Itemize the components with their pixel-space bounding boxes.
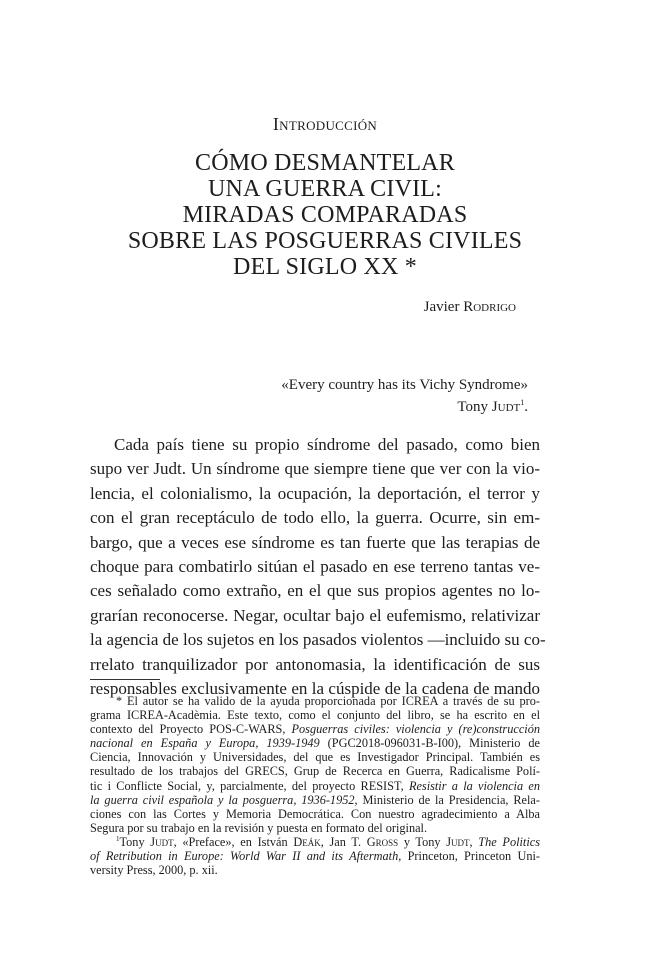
footnote-italic-title: of Retribution in Europe: World War II and its Aftermath,	[90, 849, 402, 864]
footnote-text: tic i Conflicte Social, y, parcialmente, del proyecto RESIST,	[90, 778, 409, 793]
footnotes	[90, 694, 540, 877]
footnote-surname: Gross	[366, 834, 399, 849]
footnote-text: Tony	[119, 834, 151, 849]
footnote-surname: Judt	[150, 834, 174, 849]
footnote-text: Ministerio de la Presidencia, Rela-	[357, 792, 540, 807]
epigraph-end: .	[524, 399, 528, 415]
title-line: DEL SIGLO XX *	[233, 254, 417, 280]
footnote-line	[90, 779, 540, 793]
footnote-line: versity Press, 2000, p. xii.	[90, 863, 218, 878]
epigraph-surname: Judt	[491, 399, 521, 415]
chapter-title	[0, 150, 650, 280]
title-line: UNA GUERRA CIVIL:	[207, 176, 443, 202]
footnote-italic-title: Resistir a la violencia en	[408, 778, 540, 793]
epigraph-first-name: Tony	[457, 399, 489, 415]
footnote-line	[90, 736, 540, 750]
footnote-italic-title: Posguerras civiles: violencia y (re)construcción	[291, 722, 540, 737]
epigraph-quote: «Every country has its Vichy Syndrome»	[281, 377, 528, 393]
footnote-surname: Deák	[293, 834, 321, 849]
footnote-text: Princeton, Princeton Uni-	[401, 849, 540, 864]
footnote-divider	[90, 679, 160, 680]
title-line: CÓMO DESMANTELAR	[195, 150, 455, 176]
footnote-ref: 1	[520, 398, 525, 407]
footnote-line: resultado de los trabajos del GRECS, Grup de Recerca en Guerra, Radicalisme Polí-	[90, 764, 540, 779]
body-line: grarían reconocerse. Negar, ocultar bajo el eufemismo, relativizar	[90, 605, 540, 625]
title-line: SOBRE LAS POSGUERRAS CIVILES	[127, 228, 523, 254]
footnote-text: ,	[469, 834, 479, 849]
footnote-italic-title: la guerra civil española y la posguerra, 1936-1952,	[90, 792, 358, 807]
footnote-text: (PGC2018-096031-B-I00), Ministerio de	[319, 736, 540, 751]
footnote-text: contexto del Proyecto POS-C-WARS,	[90, 722, 292, 737]
body-line: supo ver Judt. Un síndrome que siempre tiene que ver con la vio-	[90, 459, 540, 479]
epigraph	[281, 374, 528, 418]
footnote-italic-title: nacional en España y Europa, 1939-1949	[90, 736, 320, 751]
body-line: responsables exclusivamente en la cúspide de la cadena de mando	[90, 678, 540, 698]
footnote-line: Segura por su trabajo en la revisión y puesta en formato del original.	[90, 820, 428, 835]
body-line: rrelato tranquilizador por antonomasia, la identificación de sus	[90, 654, 540, 674]
footnote-italic-title: The Politics	[478, 834, 541, 849]
body-line: Cada país tiene su propio síndrome del pasado, como bien	[114, 435, 540, 454]
body-line: lencia, el colonialismo, la ocupación, la deportación, el terror y	[90, 483, 540, 503]
footnote-number: 1	[116, 834, 120, 843]
author-surname: Rodrigo	[463, 299, 516, 315]
footnote-text: y Tony	[398, 834, 447, 849]
footnote-line: grama ICREA-Acadèmia. Este texto, como el conjunto del libro, se ha escrito en el	[90, 708, 540, 723]
footnote-line	[90, 849, 540, 863]
body-line: choque para combatirlo sitúan el pasado en ese terreno tantas ve-	[90, 556, 540, 576]
footnote-line: ciones con las Cortes y Memoria Democrática. Con nuestro agradecimiento a Alba	[90, 806, 540, 821]
footnote-line	[90, 793, 540, 807]
author-name	[424, 299, 516, 316]
footnote-line: * El autor se ha valido de la ayuda proporcionada por ICREA a través de su pro-	[116, 694, 540, 708]
body-line: ces señalado como extraño, en el que sus propios agentes no lo-	[90, 581, 540, 601]
section-label: Introducción	[272, 114, 378, 134]
footnote-surname: Judt	[446, 834, 470, 849]
footnote-text: , Jan T.	[320, 834, 367, 849]
body-line: bargo, que a veces ese síndrome es tan fuerte que las terapias de	[90, 532, 540, 552]
footnote-line: Ciencia, Innovación y Universidades, del que es Investigador Principal. También es	[90, 750, 540, 765]
footnote-text: , «Preface», en István	[173, 834, 294, 849]
footnote-line	[90, 835, 540, 849]
body-line: la agencia de los sujetos en los pasados violentos —incluido su co-	[90, 630, 546, 650]
author-first-name: Javier	[423, 299, 460, 315]
body-paragraph	[90, 433, 546, 701]
title-line: MIRADAS COMPARADAS	[182, 202, 468, 228]
epigraph-attribution	[281, 396, 528, 418]
body-line: con el gran receptáculo de todo ello, la guerra. Ocurre, sin em-	[90, 508, 540, 528]
footnote-line	[90, 722, 540, 736]
